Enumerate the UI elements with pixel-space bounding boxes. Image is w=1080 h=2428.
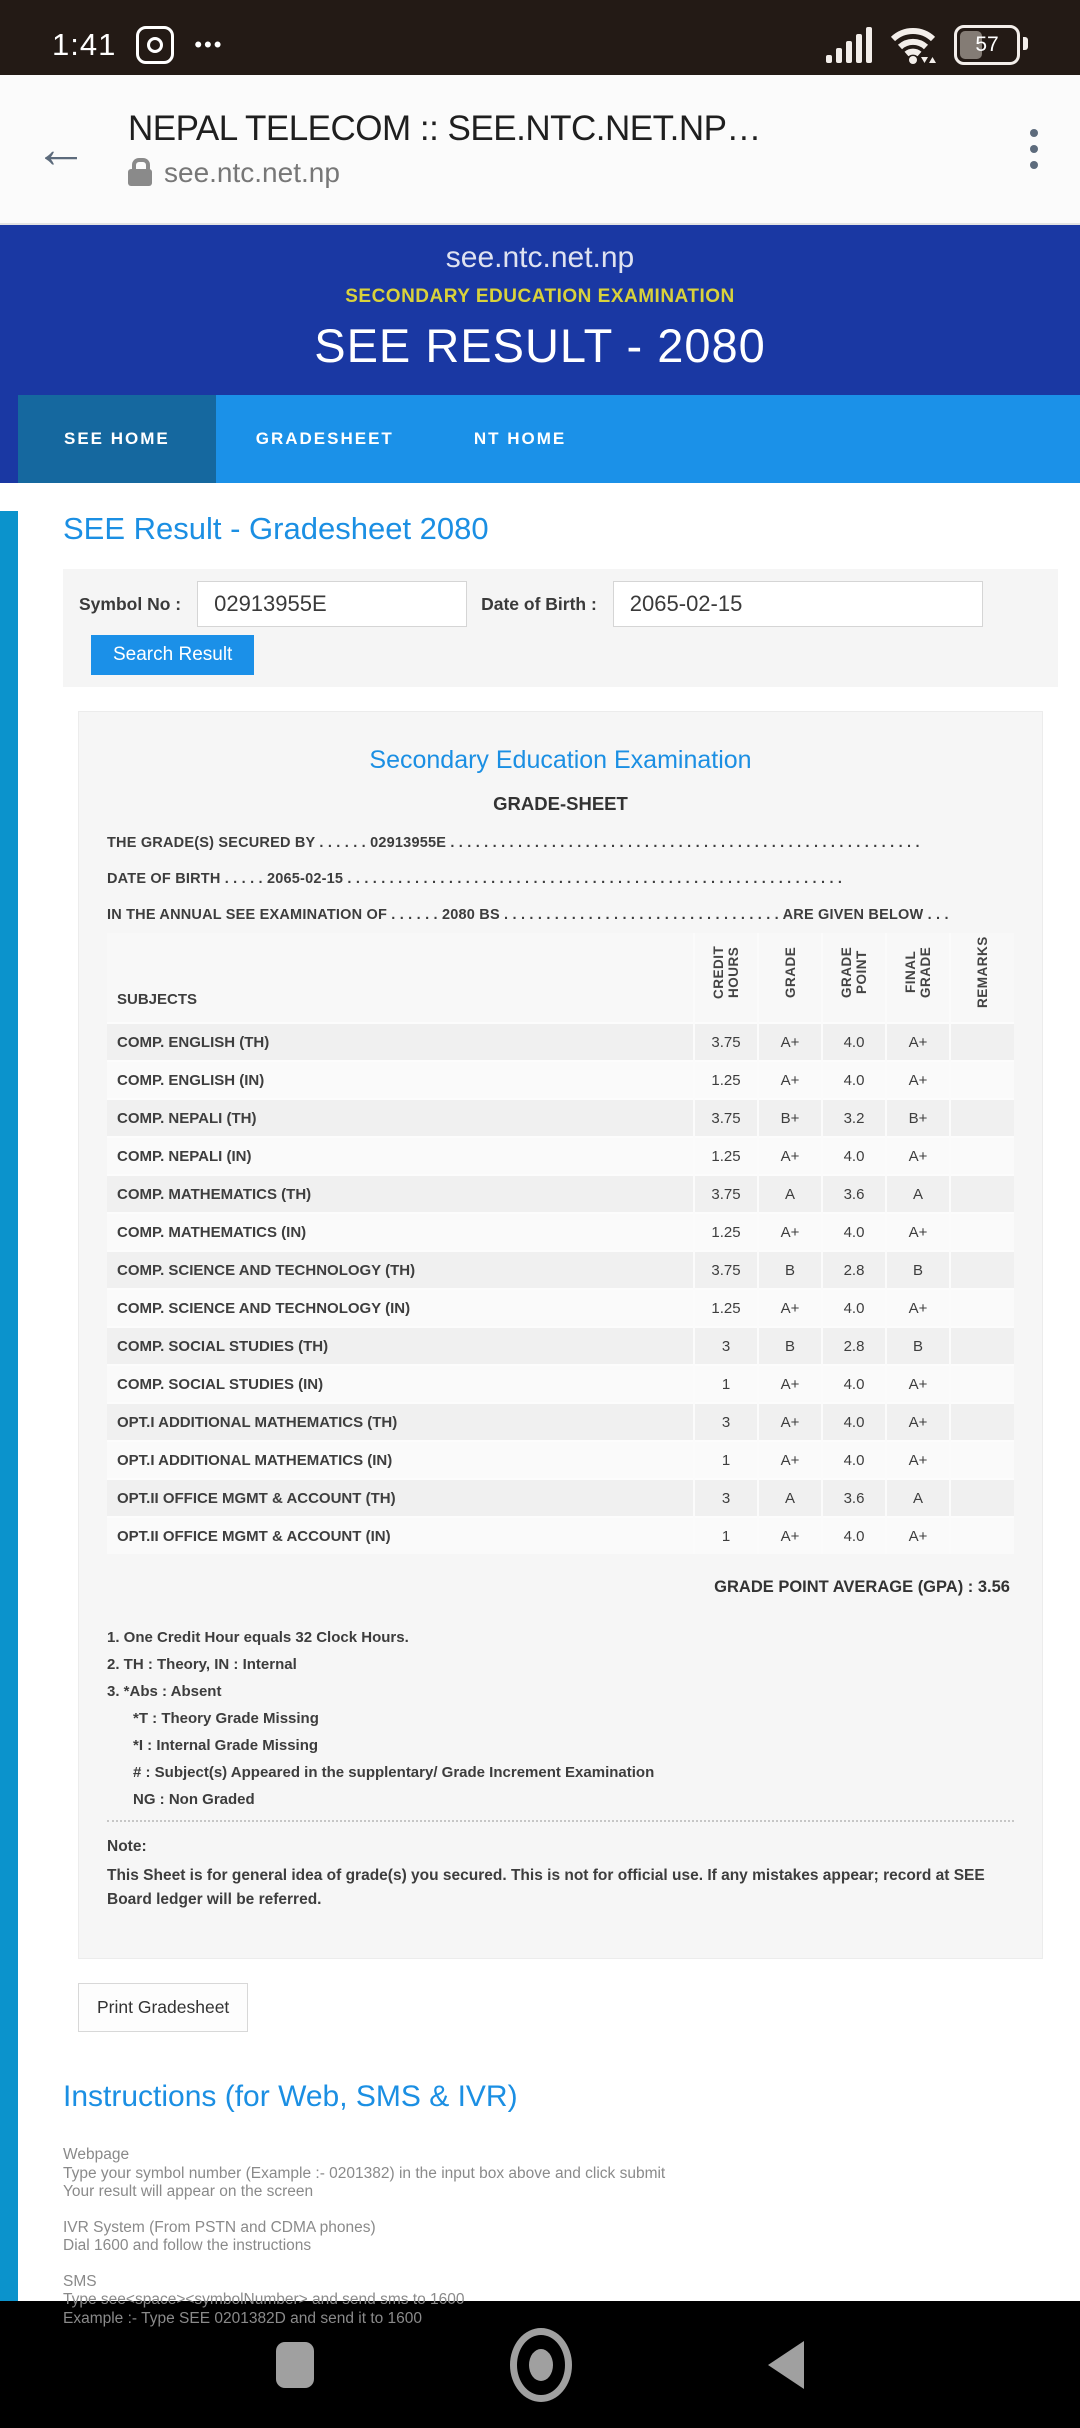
instruction-line: SMS — [63, 2272, 97, 2290]
symbol-no-input[interactable] — [197, 581, 467, 627]
signal-strength-icon — [826, 27, 872, 63]
banner-subtitle: SECONDARY EDUCATION EXAMINATION — [345, 286, 735, 307]
tab-see-home[interactable]: SEE HOME — [18, 395, 216, 483]
browser-back-icon[interactable]: ← — [34, 119, 88, 179]
clock: 1:41 — [52, 26, 117, 62]
secured-by-line: THE GRADE(S) SECURED BY . . . . . . 02913955E . . . . . . . . . . . . . . . . . . . . . . . . . . . . . . . . . . . . . . . . . . . . . . . . . . . . . . . . — [107, 835, 920, 851]
instructions-ivr — [63, 2219, 1058, 2256]
table-row: OPT.II OFFICE MGMT & ACCOUNT (IN) 1 A+ 4.0 A+ — [107, 1517, 1014, 1554]
instruction-line: Webpage — [63, 2146, 130, 2163]
dob-label: Date of Birth : — [481, 593, 597, 614]
table-row: COMP. NEPALI (TH) 3.75 B+ 3.2 B+ — [107, 1099, 1014, 1137]
table-row: OPT.I ADDITIONAL MATHEMATICS (IN) 1 A+ 4.0 A+ — [107, 1441, 1014, 1479]
col-subjects: SUBJECTS — [107, 933, 694, 1023]
table-header-row — [107, 933, 1014, 1023]
left-accent-strip — [0, 511, 18, 2301]
browser-menu-icon[interactable] — [1014, 129, 1054, 169]
url-row[interactable] — [128, 157, 1014, 189]
dotted-divider — [107, 1820, 1014, 1822]
instructions-sms — [63, 2273, 1058, 2329]
banner-title: SEE RESULT - 2080 — [314, 319, 766, 372]
legend-item: NG : Non Graded — [133, 1791, 255, 1808]
recents-button[interactable] — [276, 2342, 314, 2388]
gradesheet-title: Secondary Education Examination — [369, 746, 752, 774]
legend — [107, 1629, 1014, 1808]
tab-gradesheet[interactable]: GRADESHEET — [255, 429, 394, 448]
print-gradesheet-button[interactable]: Print Gradesheet — [78, 1983, 248, 2032]
grades-table — [107, 933, 1014, 1554]
legend-item: 1. One Credit Hour equals 32 Clock Hours. — [107, 1629, 409, 1646]
lock-icon — [128, 169, 152, 186]
col-grade: GRADE — [758, 933, 822, 1023]
col-grade-point: GRADE POINT — [822, 933, 886, 1023]
exam-line: IN THE ANNUAL SEE EXAMINATION OF . . . . . . 2080 BS . . . . . . . . . . . . . . . . . . . . . . . . . . . . . . . . . ARE GIVEN BELOW . . . — [107, 907, 949, 923]
page-content — [0, 511, 1080, 2327]
legend-item: 3. *Abs : Absent — [107, 1683, 222, 1700]
status-left — [52, 26, 223, 64]
legend-item: # : Subject(s) Appeared in the supplentary/ Grade Increment Examination — [133, 1764, 655, 1781]
dob-input[interactable] — [613, 581, 983, 627]
instruction-line: Example :- Type SEE 0201382D and send it to 1600 — [63, 2309, 423, 2327]
battery-percent: 57 — [975, 32, 999, 56]
home-button[interactable] — [510, 2328, 572, 2402]
gradesheet-card — [78, 711, 1043, 1959]
col-credit-hours: CREDIT HOURS — [694, 933, 758, 1023]
note-text: This Sheet is for general idea of grade(s) you secured. This is not for official use. If any mistakes appear; record at SEE Board ledger will be referred. — [107, 1867, 985, 1908]
table-row: COMP. SCIENCE AND TECHNOLOGY (IN) 1.25 A+ 4.0 A+ — [107, 1289, 1014, 1327]
table-row: COMP. NEPALI (IN) 1.25 A+ 4.0 A+ — [107, 1137, 1014, 1175]
page-title: NEPAL TELECOM :: SEE.NTC.NET.NP… — [128, 109, 761, 148]
table-row: COMP. SOCIAL STUDIES (TH) 3 B 2.8 B — [107, 1327, 1014, 1365]
status-bar — [0, 0, 1080, 75]
legend-item: *I : Internal Grade Missing — [133, 1737, 319, 1754]
tab-nt-home[interactable]: NT HOME — [473, 429, 567, 448]
instagram-notification-icon — [136, 26, 174, 64]
search-form — [63, 569, 1058, 687]
battery-icon — [954, 25, 1020, 65]
col-final-grade: FINAL GRADE — [886, 933, 950, 1023]
result-section-heading: SEE Result - Gradesheet 2080 — [63, 511, 489, 546]
search-result-button[interactable]: Search Result — [91, 635, 254, 675]
browser-header — [0, 75, 1080, 225]
table-row: COMP. MATHEMATICS (IN) 1.25 A+ 4.0 A+ — [107, 1213, 1014, 1251]
dob-line: DATE OF BIRTH . . . . . 2065-02-15 . . . . . . . . . . . . . . . . . . . . . . . . . . . . . . . . . . . . . . . . . . . . . . . . . . . . . . . . . . . — [107, 871, 843, 887]
instruction-line: IVR System (From PSTN and CDMA phones) — [63, 2218, 376, 2236]
more-notifications-icon: ••• — [194, 31, 224, 57]
table-row: COMP. MATHEMATICS (TH) 3.75 A 3.6 A — [107, 1175, 1014, 1213]
url-text: see.ntc.net.np — [164, 157, 340, 188]
table-row: COMP. SCIENCE AND TECHNOLOGY (TH) 3.75 B 2.8 B — [107, 1251, 1014, 1289]
table-row: OPT.I ADDITIONAL MATHEMATICS (TH) 3 A+ 4.0 A+ — [107, 1403, 1014, 1441]
instruction-line: Your result will appear on the screen — [63, 2183, 314, 2200]
back-button[interactable] — [768, 2341, 804, 2389]
instruction-line: Dial 1600 and follow the instructions — [63, 2237, 312, 2254]
legend-item: 2. TH : Theory, IN : Internal — [107, 1656, 297, 1673]
instructions-text — [63, 2146, 1058, 2328]
table-row: COMP. ENGLISH (IN) 1.25 A+ 4.0 A+ — [107, 1061, 1014, 1099]
instruction-line: Type your symbol number (Example :- 0201382) in the input box above and click submit — [63, 2164, 666, 2182]
status-right — [826, 25, 1020, 65]
gradesheet-subtitle: GRADE-SHEET — [493, 793, 628, 814]
instruction-line: Type see<space><symbolNumber> and send sms to 1600 — [63, 2291, 465, 2308]
site-banner — [0, 225, 1080, 395]
table-row: OPT.II OFFICE MGMT & ACCOUNT (TH) 3 A 3.6 A — [107, 1479, 1014, 1517]
note-label: Note: — [107, 1838, 147, 1855]
instructions-heading: Instructions (for Web, SMS & IVR) — [63, 2080, 518, 2113]
instructions-web — [63, 2146, 1058, 2202]
omnibox[interactable] — [120, 109, 1014, 189]
site-nav — [0, 395, 1080, 483]
wifi-icon — [890, 25, 936, 65]
legend-item: *T : Theory Grade Missing — [133, 1710, 319, 1727]
col-remarks: REMARKS — [950, 933, 1014, 1023]
table-row: COMP. ENGLISH (TH) 3.75 A+ 4.0 A+ — [107, 1023, 1014, 1061]
gpa-line: GRADE POINT AVERAGE (GPA) : 3.56 — [714, 1578, 1010, 1596]
symbol-no-label: Symbol No : — [79, 593, 182, 614]
table-row: COMP. SOCIAL STUDIES (IN) 1 A+ 4.0 A+ — [107, 1365, 1014, 1403]
banner-site-name: see.ntc.net.np — [445, 241, 635, 274]
